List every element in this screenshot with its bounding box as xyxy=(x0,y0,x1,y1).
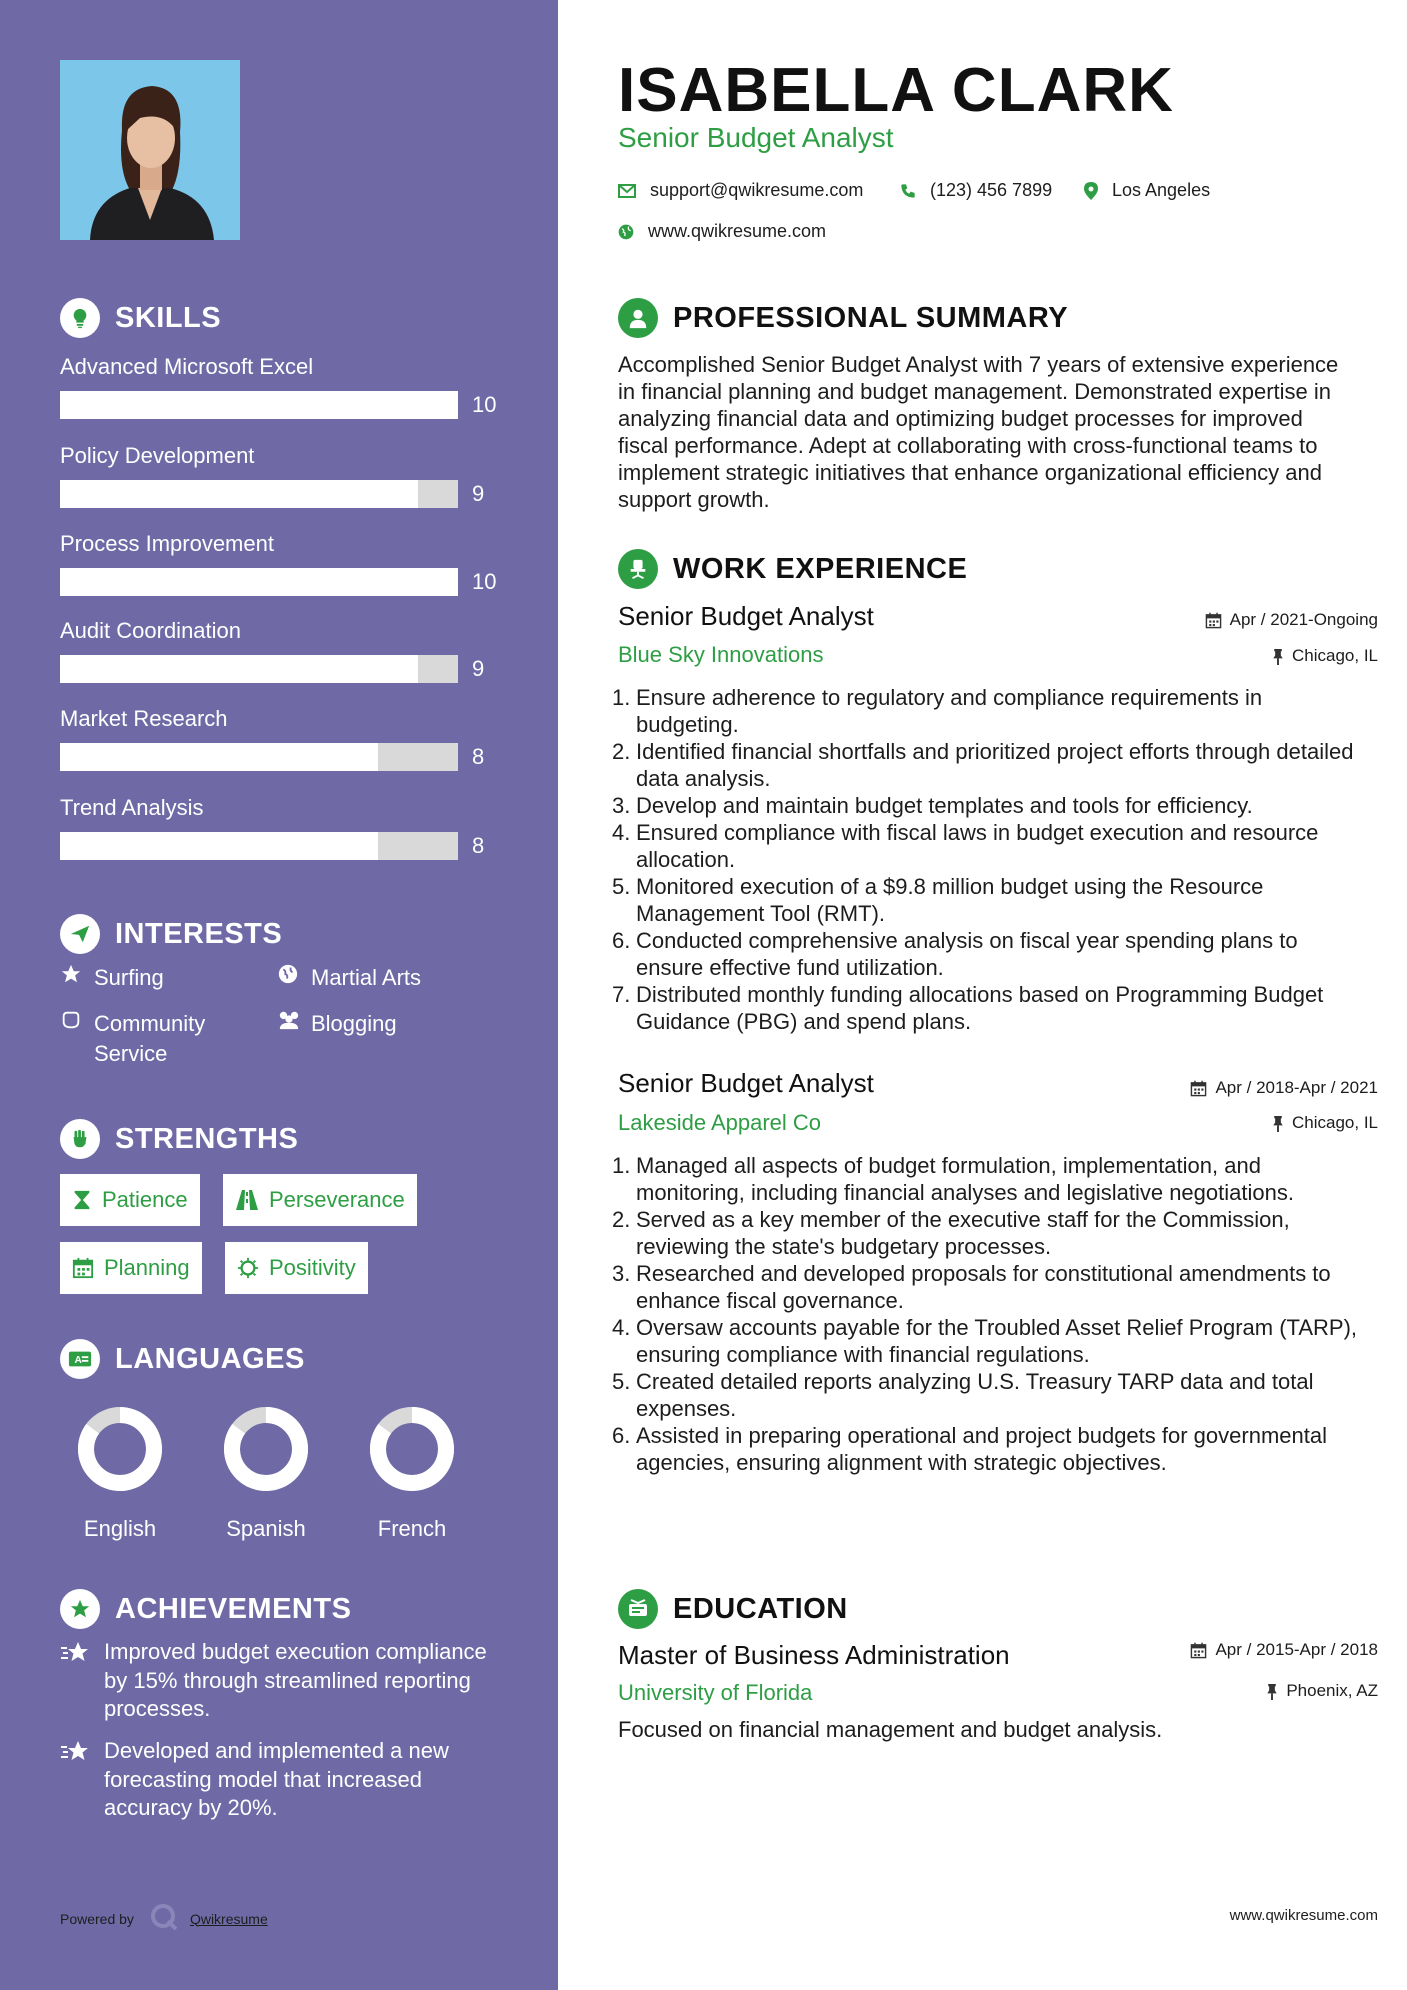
list-number: 5. xyxy=(612,1369,631,1394)
skill-bar-fill xyxy=(60,391,458,419)
job-location xyxy=(1272,1113,1378,1133)
list-text: Managed all aspects of budget formulation, implementation, and monitoring, including financial analyses and legislative negotiations. xyxy=(636,1153,1294,1205)
strength-badge xyxy=(225,1242,368,1294)
achievement-item xyxy=(60,1638,490,1724)
language-name: French xyxy=(377,1516,447,1541)
skill-label: Trend Analysis xyxy=(60,795,204,820)
language-icon xyxy=(60,1339,100,1379)
skill-value: 9 xyxy=(472,656,485,681)
interest-item xyxy=(60,963,164,993)
list-number: 1. xyxy=(612,685,631,710)
candidate-name: ISABELLA CLARK xyxy=(618,56,1174,125)
list-item xyxy=(612,819,1358,873)
profile-photo xyxy=(60,60,240,240)
experience-heading xyxy=(618,549,967,589)
strength-badge xyxy=(223,1174,417,1226)
strength-badge xyxy=(60,1174,200,1226)
list-number: 3. xyxy=(612,793,631,818)
service-icon xyxy=(60,1009,84,1069)
skill-label: Policy Development xyxy=(60,443,255,468)
languages-heading xyxy=(60,1339,305,1379)
language-name: English xyxy=(83,1516,157,1541)
list-text: Monitored execution of a $9.8 million budget using the Resource Management Tool (RMT). xyxy=(636,874,1264,926)
experience-title: WORK EXPERIENCE xyxy=(673,552,968,585)
powered-by-label: Powered by xyxy=(60,1910,134,1927)
list-number: 1. xyxy=(612,1153,631,1178)
skill-value: 10 xyxy=(472,392,497,417)
skill-value: 8 xyxy=(472,744,485,769)
calendar-icon xyxy=(1190,1642,1207,1659)
skill-label: Audit Coordination xyxy=(60,618,242,643)
interest-label: Surfing xyxy=(94,965,164,990)
location-text: Los Angeles xyxy=(1112,180,1211,200)
list-number: 6. xyxy=(612,928,631,953)
interest-label: Blogging xyxy=(311,1011,397,1036)
list-item xyxy=(612,1314,1358,1368)
map-pin-icon xyxy=(1084,182,1098,200)
achievements-heading xyxy=(60,1589,351,1629)
skill-value: 9 xyxy=(472,481,485,506)
hourglass-icon xyxy=(72,1189,92,1211)
skill-label: Advanced Microsoft Excel xyxy=(60,354,314,379)
summary-title: PROFESSIONAL SUMMARY xyxy=(673,301,1069,334)
interest-item xyxy=(277,1009,397,1039)
job-location-text: Chicago, IL xyxy=(1292,1113,1378,1132)
job-title: Senior Budget Analyst xyxy=(618,601,874,631)
list-item xyxy=(612,1368,1358,1422)
job-responsibilities xyxy=(612,684,1358,1035)
list-text: Created detailed reports analyzing U.S. Treasury TARP data and total expenses. xyxy=(636,1369,1314,1421)
list-item xyxy=(612,981,1358,1035)
strength-label: Perseverance xyxy=(269,1187,405,1212)
star-icon xyxy=(60,963,84,993)
skill-value: 10 xyxy=(472,569,497,594)
list-item xyxy=(612,1206,1358,1260)
skill-value: 8 xyxy=(472,833,485,858)
list-text: Ensured compliance with fiscal laws in budget execution and resource allocation. xyxy=(636,820,1319,872)
job-responsibilities xyxy=(612,1152,1358,1476)
globe-icon xyxy=(277,963,301,993)
skill-bar-fill xyxy=(60,480,418,508)
pin-icon xyxy=(1272,648,1284,665)
office-chair-icon xyxy=(618,549,658,589)
language-level-donut xyxy=(221,1404,311,1494)
user-icon xyxy=(618,298,658,338)
pin-icon xyxy=(1272,1115,1284,1132)
education-dates-text: Apr / 2015-Apr / 2018 xyxy=(1215,1640,1378,1659)
users-icon xyxy=(277,1009,301,1039)
road-icon xyxy=(235,1190,259,1210)
job-title: Senior Budget Analyst xyxy=(618,1068,874,1098)
calendar-icon xyxy=(1205,612,1222,629)
list-text: Oversaw accounts payable for the Troubled Asset Relief Program (TARP), ensuring compliance with financial regulations. xyxy=(636,1315,1358,1367)
job-company: Lakeside Apparel Co xyxy=(618,1110,822,1135)
contact-location xyxy=(1084,180,1210,201)
profile-portrait-illustration xyxy=(60,60,240,240)
strength-label: Planning xyxy=(104,1255,190,1280)
education-heading xyxy=(618,1589,848,1629)
summary-text: Accomplished Senior Budget Analyst with 7 years of extensive experience in financial planning and budget management. Demonstrated expertise in analyzing financial data and optimizing budget processes for improved fiscal performance. Adept at collaborating with cross-functional teams to implement strategic initiatives that enhance organizational efficiency and support growth. xyxy=(618,352,1339,512)
strength-badge xyxy=(60,1242,202,1294)
shooting-star-icon xyxy=(60,1737,92,1823)
school-name: University of Florida xyxy=(618,1680,813,1705)
list-text: Researched and developed proposals for constitutional amendments to enhance fiscal governance. xyxy=(636,1261,1331,1313)
achievement-item xyxy=(60,1737,490,1823)
skill-bar-fill xyxy=(60,655,418,683)
contact-email[interactable] xyxy=(618,180,863,201)
fist-icon xyxy=(60,1119,100,1159)
strengths-title: STRENGTHS xyxy=(115,1122,299,1155)
strength-label: Positivity xyxy=(269,1255,356,1280)
job-dates-text: Apr / 2021-Ongoing xyxy=(1229,610,1378,629)
skill-bar-fill xyxy=(60,743,378,771)
list-text: Ensure adherence to regulatory and compliance requirements in budgeting. xyxy=(636,685,1263,737)
phone-icon xyxy=(900,183,916,199)
skills-heading xyxy=(60,298,221,338)
candidate-role: Senior Budget Analyst xyxy=(618,122,894,153)
achievement-text: Improved budget execution compliance by 15% through streamlined reporting processes. xyxy=(104,1639,487,1721)
list-item xyxy=(612,873,1358,927)
list-number: 4. xyxy=(612,1315,631,1340)
list-number: 7. xyxy=(612,982,631,1007)
job-dates xyxy=(1190,1078,1378,1098)
list-number: 2. xyxy=(612,1207,631,1232)
skill-bar xyxy=(60,832,458,860)
language-level-donut xyxy=(75,1404,165,1494)
interests-heading xyxy=(60,914,282,954)
skill-bar xyxy=(60,391,458,419)
envelope-icon xyxy=(618,184,636,198)
phone-text: (123) 456 7899 xyxy=(930,180,1053,200)
job-company: Blue Sky Innovations xyxy=(618,642,824,667)
education-location xyxy=(1266,1681,1378,1701)
skill-bar xyxy=(60,743,458,771)
graduation-icon xyxy=(618,1589,658,1629)
achievements-title: ACHIEVEMENTS xyxy=(115,1592,352,1625)
job-location xyxy=(1272,646,1378,666)
skills-title: SKILLS xyxy=(115,301,222,334)
list-text: Distributed monthly funding allocations based on Programming Budget Guidance (PBG) and spend plans. xyxy=(636,982,1324,1034)
qwikresume-logo-icon xyxy=(150,1903,178,1934)
skill-label: Process Improvement xyxy=(60,531,274,556)
education-description: Focused on financial management and budget analysis. xyxy=(618,1717,1163,1742)
list-number: 2. xyxy=(612,739,631,764)
skill-bar-fill xyxy=(60,568,458,596)
website-text: www.qwikresume.com xyxy=(648,221,827,241)
interest-item xyxy=(60,1009,240,1069)
list-text: Served as a key member of the executive staff for the Commission, reviewing the state's budgetary processes. xyxy=(636,1207,1290,1259)
job-dates-text: Apr / 2018-Apr / 2021 xyxy=(1215,1078,1378,1097)
list-number: 6. xyxy=(612,1423,631,1448)
contact-phone[interactable] xyxy=(900,180,1052,201)
pin-icon xyxy=(1266,1683,1278,1700)
sun-icon xyxy=(237,1257,259,1279)
list-item xyxy=(612,1260,1358,1314)
job-location-text: Chicago, IL xyxy=(1292,646,1378,665)
interest-label: Community Service xyxy=(94,1011,206,1066)
powered-by xyxy=(60,1903,268,1934)
skill-bar-fill xyxy=(60,832,378,860)
list-text: Assisted in preparing operational and project budgets for governmental agencies, ensuring alignment with strategic objectives. xyxy=(636,1423,1327,1475)
education-dates xyxy=(1190,1640,1378,1660)
skill-bar xyxy=(60,568,458,596)
svg-text:A: A xyxy=(74,1355,83,1367)
skill-label: Market Research xyxy=(60,706,228,731)
contact-website[interactable] xyxy=(618,221,826,242)
languages-title: LANGUAGES xyxy=(115,1342,305,1375)
list-number: 3. xyxy=(612,1261,631,1286)
education-title: EDUCATION xyxy=(673,1592,848,1625)
globe-icon xyxy=(618,224,634,240)
list-item xyxy=(612,1422,1358,1476)
interest-item xyxy=(277,963,421,993)
education-location-text: Phoenix, AZ xyxy=(1286,1681,1378,1700)
list-item xyxy=(612,1152,1358,1206)
interest-label: Martial Arts xyxy=(311,965,422,990)
list-text: Conducted comprehensive analysis on fiscal year spending plans to ensure effective fund utilization. xyxy=(636,928,1298,980)
strength-label: Patience xyxy=(102,1187,188,1212)
list-number: 4. xyxy=(612,820,631,845)
lightbulb-icon xyxy=(60,298,100,338)
list-text: Develop and maintain budget templates and tools for efficiency. xyxy=(636,793,1253,818)
footer-url[interactable]: www.qwikresume.com xyxy=(1229,1907,1378,1924)
language-item xyxy=(216,1404,316,1542)
list-text: Identified financial shortfalls and prioritized project efforts through detailed data analysis. xyxy=(636,739,1354,791)
strengths-heading xyxy=(60,1119,298,1159)
job-dates xyxy=(1205,610,1378,630)
list-number: 5. xyxy=(612,874,631,899)
calendar-icon xyxy=(72,1257,94,1279)
achievement-text: Developed and implemented a new forecasting model that increased accuracy by 20%. xyxy=(104,1738,449,1820)
summary-heading xyxy=(618,298,1068,338)
language-item xyxy=(70,1404,170,1542)
list-item xyxy=(612,792,1358,819)
paper-plane-icon xyxy=(60,914,100,954)
list-item xyxy=(612,684,1358,738)
list-item xyxy=(612,738,1358,792)
skill-bar xyxy=(60,480,458,508)
skill-bar xyxy=(60,655,458,683)
star-badge-icon xyxy=(60,1589,100,1629)
degree-title: Master of Business Administration xyxy=(618,1640,1010,1670)
list-item xyxy=(612,927,1358,981)
calendar-icon xyxy=(1190,1080,1207,1097)
sidebar xyxy=(0,0,558,1990)
language-name: Spanish xyxy=(226,1516,306,1541)
language-level-donut xyxy=(367,1404,457,1494)
shooting-star-icon xyxy=(60,1638,92,1724)
email-text: support@qwikresume.com xyxy=(650,180,864,200)
qwikresume-link[interactable]: Qwikresume xyxy=(189,1910,268,1927)
language-item xyxy=(362,1404,462,1542)
interests-title: INTERESTS xyxy=(115,917,283,950)
